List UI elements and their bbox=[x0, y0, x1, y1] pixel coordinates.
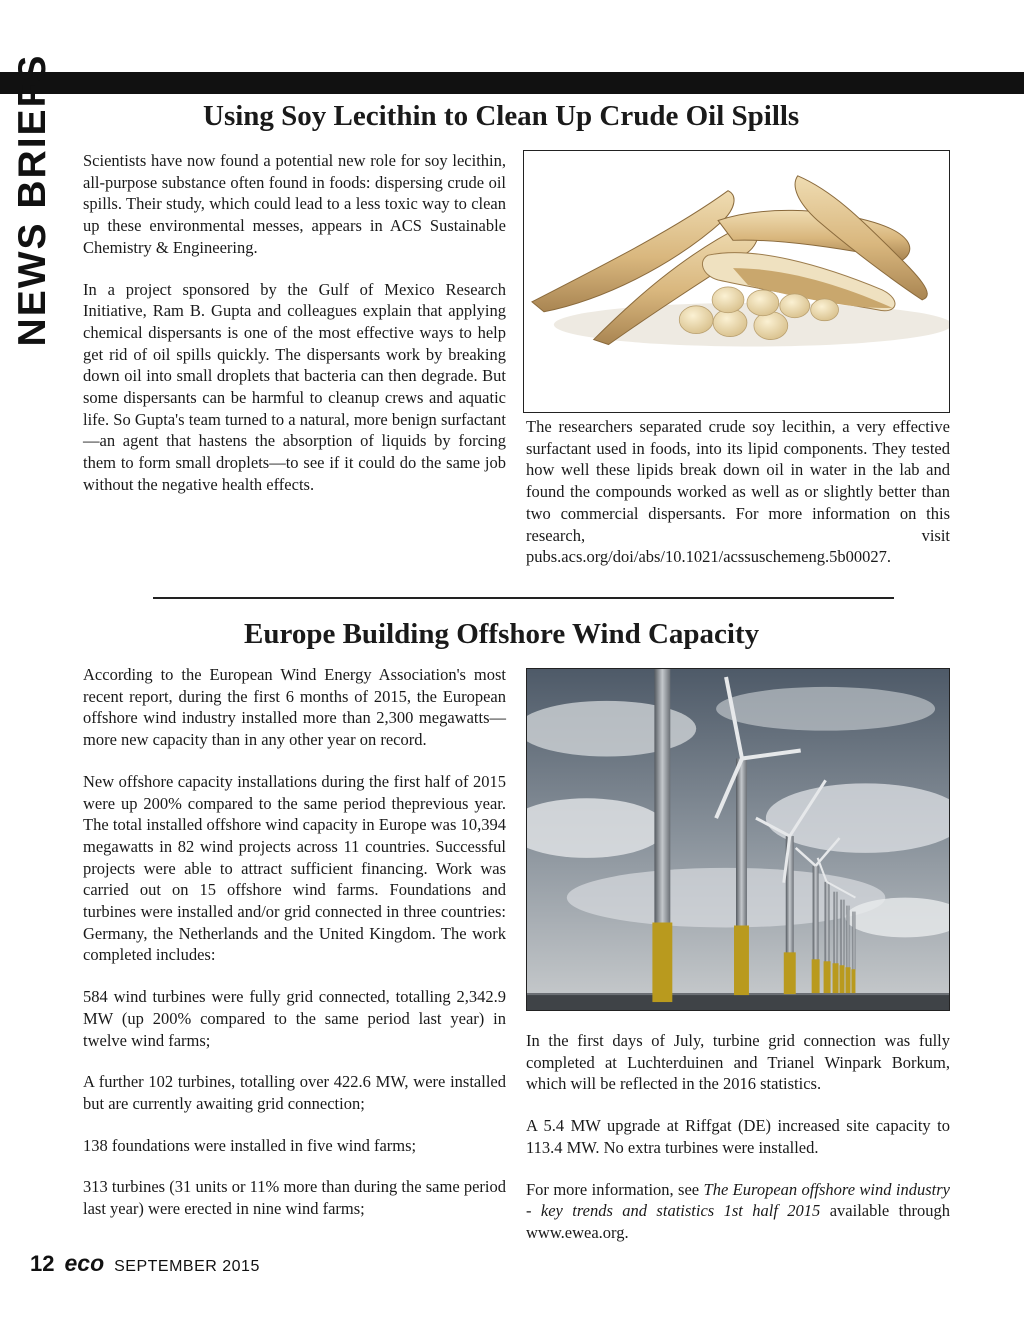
more-info-prefix: For more information, see bbox=[526, 1179, 704, 1199]
article2-paragraph: According to the European Wind Energy Association's most recent report, during the first 6 months of 2015, the European offshore wind industry installed more than 2,300 megawatts—more new capacity than in any other year on record. bbox=[83, 665, 506, 750]
page-footer bbox=[30, 1250, 260, 1274]
article1-caption: The researchers separated crude soy lecithin, a very effective surfactant used in foods, into its lipid components. They tested how well these lipids break down oil in water in the lab and found the compounds worked as well as or slightly better than two commercial dispersants. For more information on this research, visit pubs.acs.org/doi/abs/10.1021/acssuschemeng.5b00027. bbox=[526, 417, 950, 567]
page-number: 12 bbox=[30, 1251, 55, 1276]
report-title: The European offshore wind industry - key trends and statistics 1st half 2015 bbox=[526, 1179, 950, 1221]
article1-right-column bbox=[526, 416, 950, 588]
magazine-logo: eco bbox=[64, 1250, 105, 1276]
article2-paragraph: In the first days of July, turbine grid connection was fully completed at Luchterduinen and Trianel Winpark Borkum, which will be reflected in the 2016 statistics. bbox=[526, 1031, 950, 1094]
soybean-pods-photo bbox=[523, 150, 950, 413]
article1-paragraph: In a project sponsored by the Gulf of Mexico Research Initiative, Ram B. Gupta and colleagues explain that applying chemical dispersants is one of the most effective ways to help get rid of oil spills quickly. The dispersants work by breaking down oil into small droplets that bacteria can then degrade. But some dispersants can be harmful to cleanup crews and aquatic life. So Gupta's team turned to a natural, more benign surfactant—an agent that hastens the absorption of liquids by forcing them to form small droplets—to see if it could do the same job without the negative health effects. bbox=[83, 279, 506, 494]
article2-left-column bbox=[83, 664, 506, 1240]
more-info-suffix: available through www.ewea.org. bbox=[526, 1201, 950, 1242]
article2-paragraph: A 5.4 MW upgrade at Riffgat (DE) increased site capacity to 113.4 MW. No extra turbines were installed. bbox=[526, 1116, 950, 1157]
article2-paragraph: 313 turbines (31 units or 11% more than during the same period last year) were erected in nine wind farms; bbox=[83, 1177, 506, 1219]
article-divider bbox=[153, 597, 894, 599]
article2-paragraph: A further 102 turbines, totalling over 422.6 MW, were installed but are currently awaiting grid connection; bbox=[83, 1072, 506, 1113]
article2-paragraph: 138 foundations were installed in five wind farms; bbox=[83, 1135, 417, 1155]
article1-left-column bbox=[83, 150, 506, 516]
article-title-offshore-wind: Europe Building Offshore Wind Capacity bbox=[244, 618, 760, 650]
header-bar bbox=[0, 72, 1024, 94]
offshore-wind-farm-photo bbox=[526, 668, 950, 1011]
article2-right-column bbox=[526, 1030, 950, 1264]
section-label: NEWS BRIEFS bbox=[11, 53, 54, 347]
article2-paragraph: New offshore capacity installations during the first half of 2015 were up 200% compared to the same period theprevious year. The total installed offshore wind capacity in Europe was 10,394 megawatts in 82 wind projects across 11 countries. Successful projects were able to attract sufficient financing. Work was carried out on 15 offshore wind farms. Foundations and turbines were installed and/or grid connected in three countries: Germany, the Netherlands and the United Kingdom. The work completed includes: bbox=[83, 771, 506, 965]
article2-more-info bbox=[526, 1179, 950, 1244]
article-title-soy-lecithin: Using Soy Lecithin to Clean Up Crude Oil Spills bbox=[203, 100, 800, 132]
article2-paragraph: 584 wind turbines were fully grid connected, totalling 2,342.9 MW (up 200% compared to the same period last year) in twelve wind farms; bbox=[83, 987, 506, 1050]
issue-date: SEPTEMBER 2015 bbox=[114, 1258, 260, 1275]
article1-paragraph: Scientists have now found a potential new role for soy lecithin, all-purpose substance often found in foods: dispersing crude oil spills. Their study, which could lead to a less toxic way to clean up these environmental messes, appears in ACS Sustainable Chemistry & Engineering. bbox=[83, 151, 506, 257]
